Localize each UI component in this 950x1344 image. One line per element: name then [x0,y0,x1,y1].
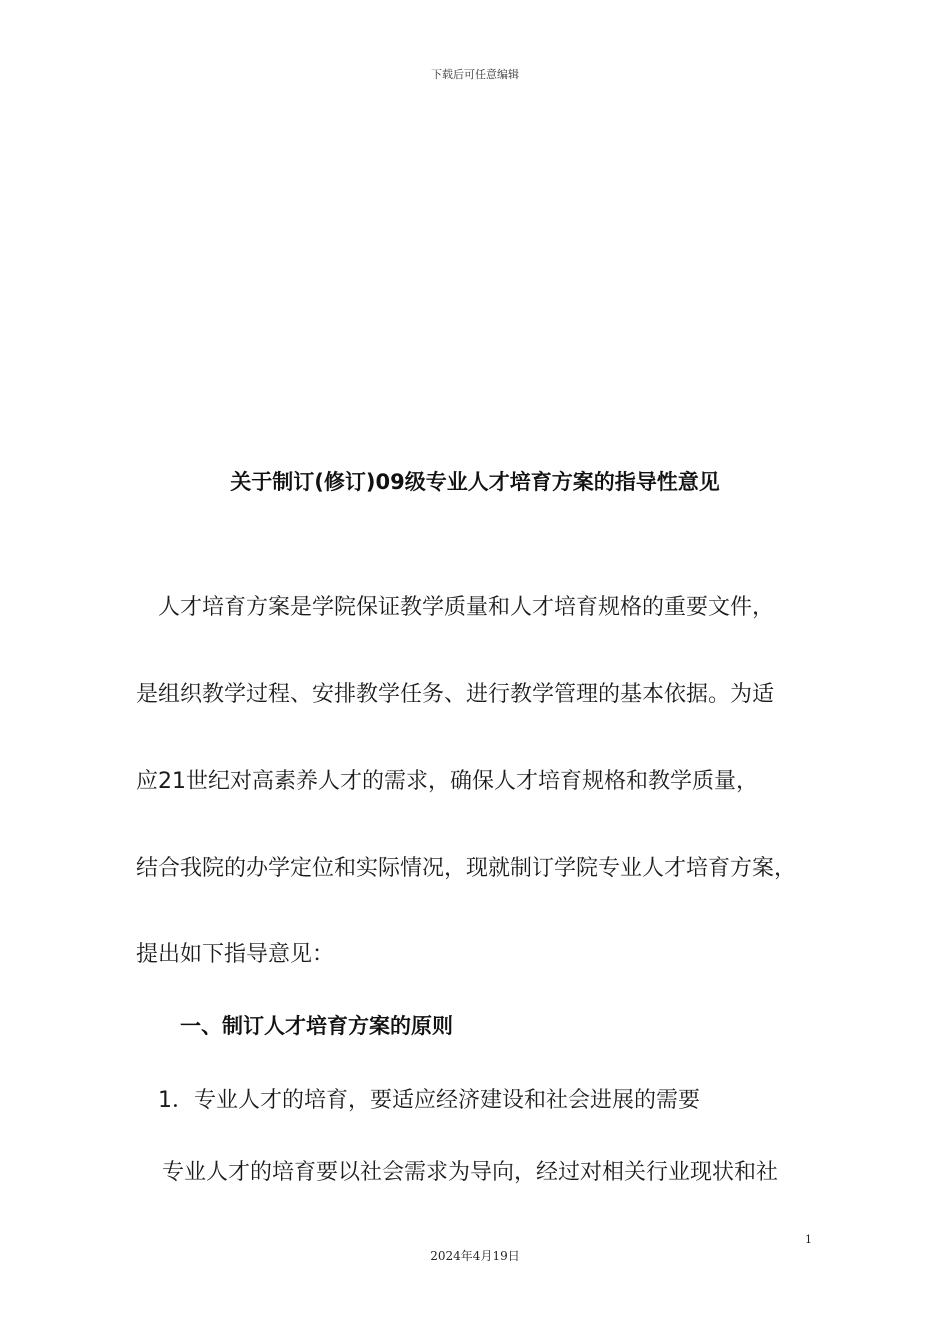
header-note: 下载后可任意编辑 [431,68,519,81]
paragraph-line: 人才培育方案是学院保证教学质量和人才培育规格的重要文件， [158,595,775,620]
paragraph-line: 应21世纪对高素养人才的需求，确保人才培育规格和教学质量， [136,769,758,794]
paragraph-line: 是组织教学过程、安排教学任务、进行教学管理的基本依据。为适 [136,682,775,707]
paragraph-line: 结合我院的办学定位和实际情况，现就制订学院专业人才培育方案， [136,856,797,881]
list-item-heading: 1．专业人才的培育，要适应经济建设和社会进展的需要 [158,1088,700,1113]
paragraph-line: 提出如下指导意见： [136,942,335,967]
list-item-text: 专业人才的培育要以社会需求为导向，经过对相关行业现状和社 [162,1160,779,1185]
section-heading: 一、制订人才培育方案的原则 [180,1014,453,1038]
document-title: 关于制订(修订)09级专业人才培育方案的指导性意见 [230,470,720,494]
page-number: 1 [805,1233,812,1246]
footer-date: 2024年4月19日 [430,1249,520,1263]
